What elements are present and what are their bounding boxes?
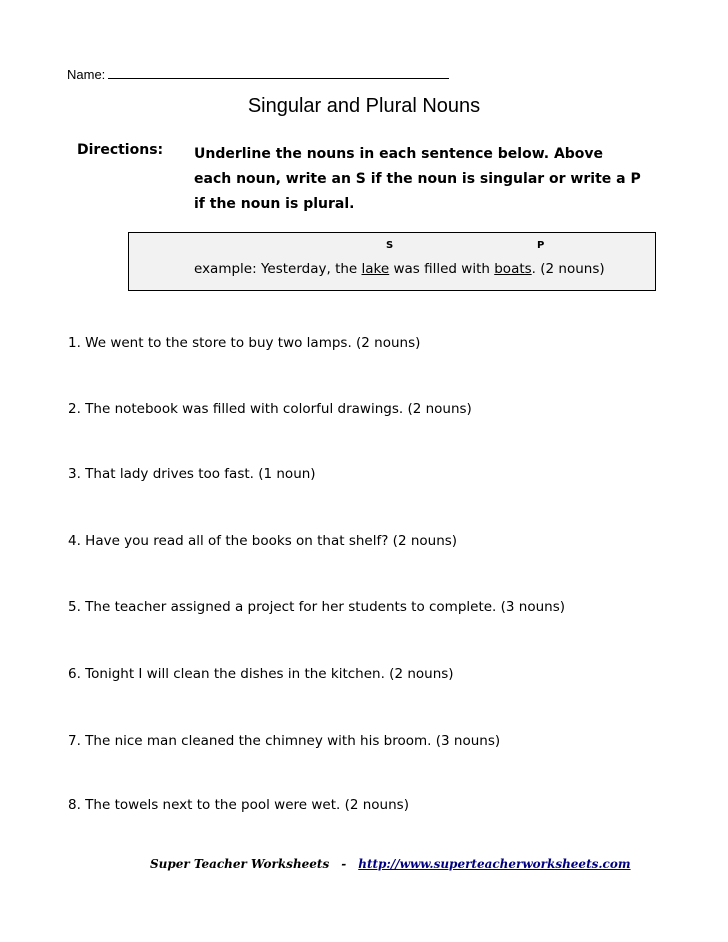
example-sentence (194, 261, 605, 277)
name-label: Name: (67, 67, 106, 82)
question-8: 8. The towels next to the pool were wet. (2 nouns) (68, 797, 409, 813)
example-suffix: . (2 nouns) (531, 261, 605, 277)
question-1: 1. We went to the store to buy two lamps. (2 nouns) (68, 335, 421, 351)
example-prefix: example: Yesterday, the (194, 261, 362, 277)
question-4: 4. Have you read all of the books on that shelf? (2 nouns) (68, 533, 458, 549)
footer-separator: - (341, 857, 347, 871)
question-2: 2. The notebook was filled with colorful drawings. (2 nouns) (68, 401, 472, 417)
question-3: 3. That lady drives too fast. (1 noun) (68, 466, 316, 482)
plural-mark: P (537, 240, 545, 251)
footer-site-name: Super Teacher Worksheets (150, 857, 330, 871)
footer (150, 857, 631, 871)
directions-label: Directions: (77, 142, 164, 158)
footer-url-link[interactable]: http://www.superteacherworksheets.com (358, 857, 631, 871)
page-title-text: Singular and Plural Nouns (247, 95, 481, 117)
question-6: 6. Tonight I will clean the dishes in the kitchen. (2 nouns) (68, 666, 454, 682)
question-7: 7. The nice man cleaned the chimney with his broom. (3 nouns) (68, 733, 501, 749)
name-field (67, 66, 449, 82)
directions-text: Underline the nouns in each sentence below. Above each noun, write an S if the noun is singular or write a P if the noun is plural. (194, 146, 641, 212)
name-blank-line[interactable] (108, 66, 449, 79)
example-noun-boats: boats (494, 261, 532, 277)
question-5: 5. The teacher assigned a project for her students to complete. (3 nouns) (68, 599, 566, 615)
example-middle: was filled with (389, 261, 495, 277)
page-title (0, 95, 728, 118)
singular-mark: S (386, 240, 394, 251)
example-box (128, 232, 656, 291)
example-noun-lake: lake (361, 261, 390, 277)
